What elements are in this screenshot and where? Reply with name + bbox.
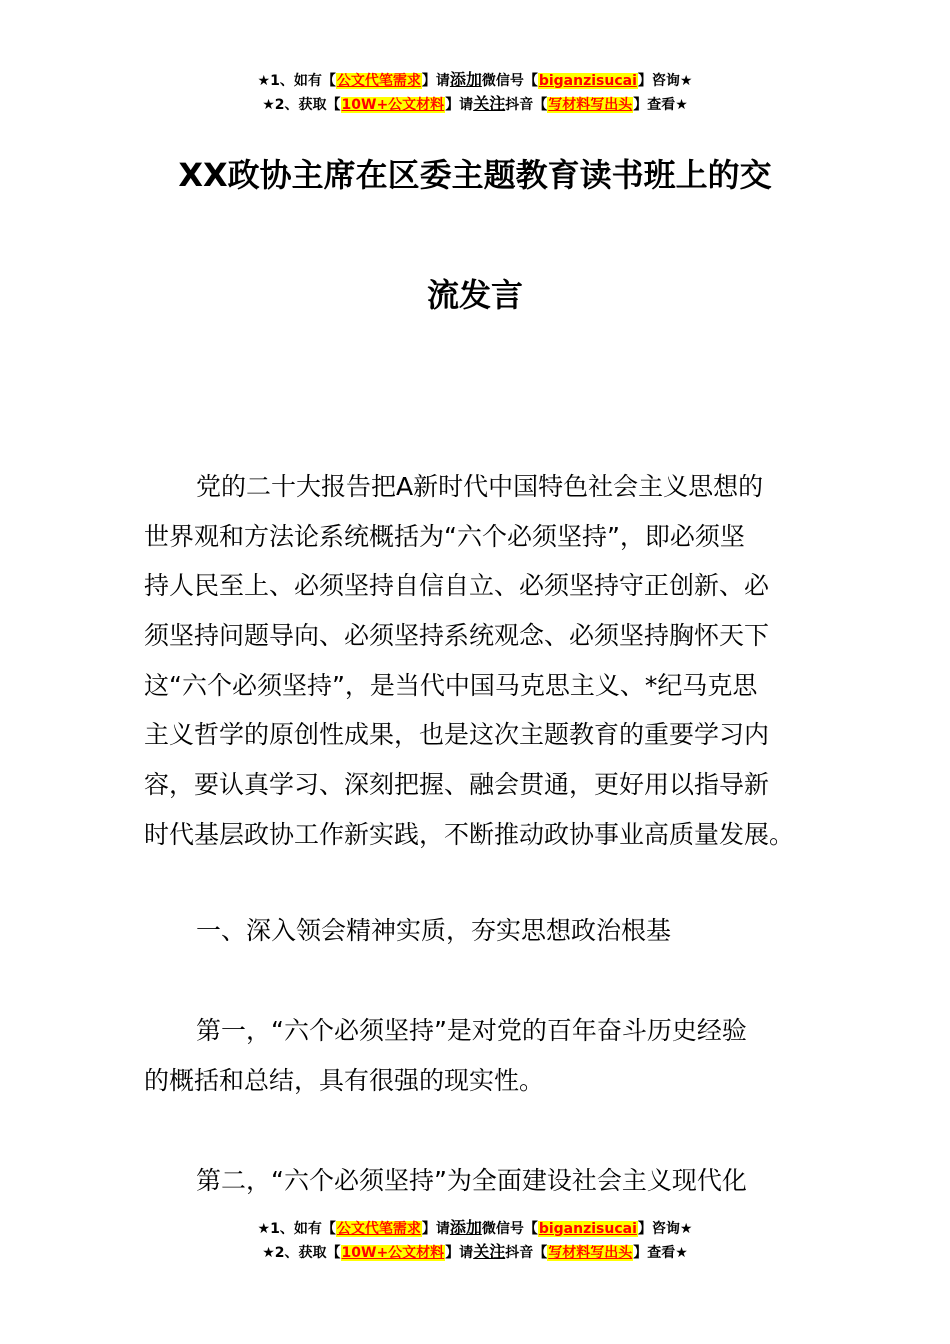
paragraph-line: 党的二十大报告把A新时代中国特色社会主义思想的 (196, 472, 764, 501)
banner-highlight: biganzisucai (538, 1221, 637, 1237)
paragraph-line: 持人民至上、必须坚持自信自立、必须坚持守正创新、必 (144, 571, 770, 601)
banner-text: ★1、如有【 (257, 1221, 336, 1237)
paragraph-point-two (144, 1156, 806, 1206)
paragraph-line: 第二，“六个必须坚持”为全面建设社会主义现代化 (196, 1166, 747, 1195)
banner-highlight: 公文代笔需求 (336, 1221, 421, 1237)
banner-emphasis: 添加 (449, 1218, 482, 1237)
paragraph-intro (144, 462, 806, 860)
banner-text: 】查看★ (633, 97, 688, 113)
banner-text: 微信号【 (481, 73, 538, 89)
banner-highlight: 10W+公文材料 (341, 1245, 445, 1261)
paragraph-line: 的概括和总结，具有很强的现实性。 (144, 1065, 545, 1095)
banner-emphasis: 关注 (473, 1242, 506, 1261)
banner-text: 】请 (445, 1245, 474, 1261)
section-heading: 一、深入领会精神实质，夯实思想政治根基 (196, 916, 672, 945)
banner-emphasis: 关注 (473, 94, 506, 113)
document-title-line-1: XX政协主席在区委主题教育读书班上的交 (178, 156, 772, 194)
banner-text: 】请 (445, 97, 474, 113)
document-title-line-2: 流发言 (426, 276, 523, 314)
paragraph-line: 这“六个必须坚持”，是当代中国马克思主义、*纪马克思 (144, 670, 758, 700)
banner-text: 抖音【 (505, 97, 548, 113)
paragraph-line: 世界观和方法论系统概括为“六个必须坚持”，即必须坚 (144, 521, 745, 551)
paragraph-line: 时代基层政协工作新实践，不断推动政协事业高质量发展。 (144, 819, 795, 849)
banner-text: 】请 (421, 73, 450, 89)
banner-text: 】咨询★ (637, 73, 693, 89)
banner-text: 】请 (421, 1221, 450, 1237)
banner-line-1 (0, 1216, 950, 1240)
banner-highlight: biganzisucai (538, 73, 637, 89)
banner-text: 抖音【 (505, 1245, 548, 1261)
banner-highlight: 写材料写出头 (548, 97, 633, 113)
banner-highlight: 写材料写出头 (548, 1245, 633, 1261)
header-banner (0, 68, 950, 116)
paragraph-line: 须坚持问题导向、必须坚持系统观念、必须坚持胸怀天下 (144, 621, 770, 651)
banner-emphasis: 添加 (449, 70, 482, 89)
banner-text: 】查看★ (633, 1245, 688, 1261)
paragraph-line: 容，要认真学习、深刻把握、融会贯通，更好用以指导新 (144, 770, 770, 800)
banner-highlight: 10W+公文材料 (341, 97, 445, 113)
paragraph-line: 第一，“六个必须坚持”是对党的百年奋斗历史经验 (196, 1016, 747, 1045)
banner-text: ★2、获取【 (262, 97, 341, 113)
banner-text: 微信号【 (481, 1221, 538, 1237)
banner-line-2 (0, 1240, 950, 1264)
footer-banner (0, 1216, 950, 1264)
banner-line-2 (0, 92, 950, 116)
paragraph-line: 主义哲学的原创性成果，也是这次主题教育的重要学习内 (144, 720, 770, 750)
banner-text: 】咨询★ (637, 1221, 693, 1237)
banner-text: ★1、如有【 (257, 73, 336, 89)
banner-text: ★2、获取【 (262, 1245, 341, 1261)
paragraph-point-one (144, 1006, 806, 1105)
banner-line-1 (0, 68, 950, 92)
banner-highlight: 公文代笔需求 (336, 73, 421, 89)
